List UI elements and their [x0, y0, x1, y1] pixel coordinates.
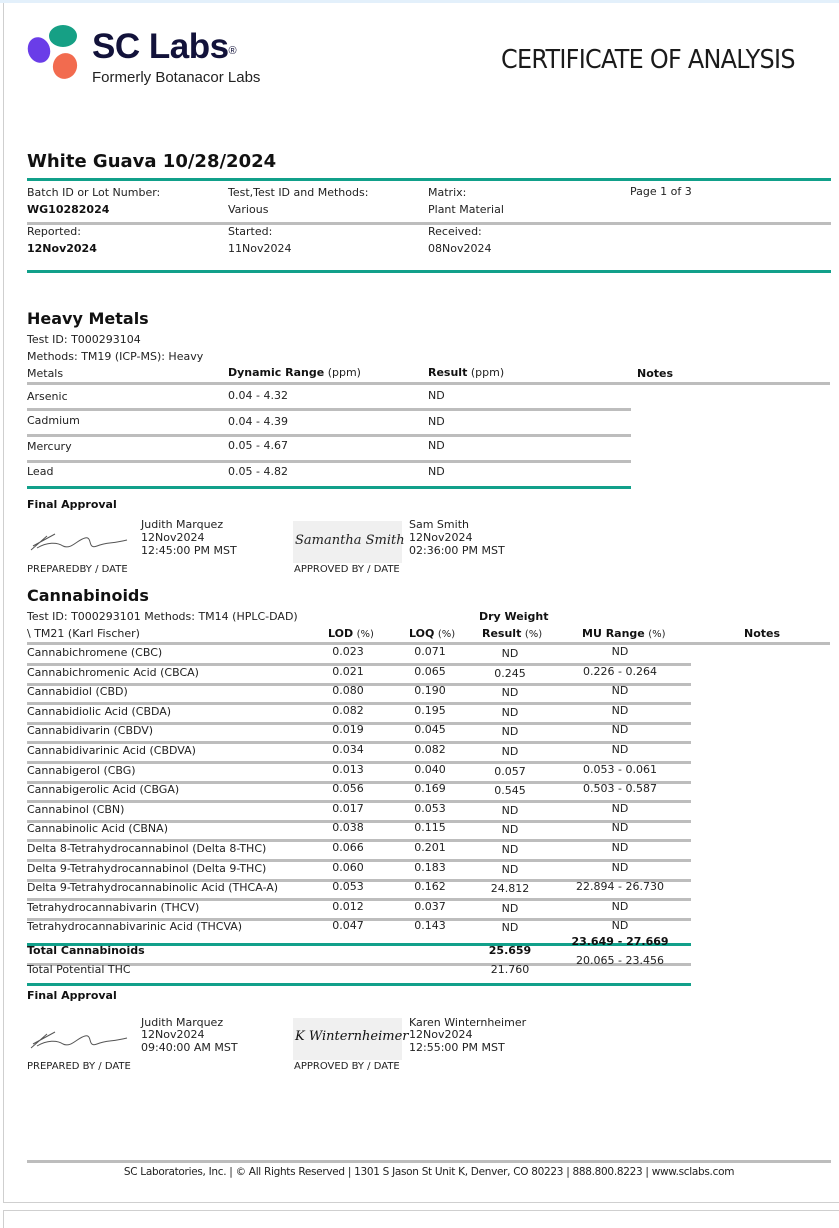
cannabinoid-loq: 0.045: [414, 723, 446, 736]
prepared-date: 12Nov2024: [141, 1028, 205, 1041]
approved-time: 12:55:00 PM MST: [409, 1041, 505, 1054]
approved-date: 12Nov2024: [409, 1028, 473, 1041]
cannabinoid-lod: 0.013: [332, 763, 364, 776]
cannabinoid-result: ND: [501, 745, 519, 758]
metal-range: 0.05 - 4.67: [228, 439, 288, 452]
col-header-notes: Notes: [744, 627, 781, 640]
cannabinoid-name: Tetrahydrocannabivarin (THCV): [27, 901, 200, 914]
cannabinoid-name: Tetrahydrocannabivarinic Acid (THCVA): [27, 920, 243, 933]
heavy-metals-methods: Methods: TM19 (ICP-MS): Heavy: [27, 350, 204, 363]
cannabinoid-loq: 0.053: [414, 802, 446, 815]
prepared-time: 12:45:00 PM MST: [141, 544, 237, 557]
prepared-label: PREPAREDBY / DATE: [27, 564, 128, 575]
prepared-time: 09:40:00 AM MST: [141, 1041, 238, 1054]
cannabinoid-mu: ND: [611, 802, 629, 815]
received-label: Received:: [428, 225, 482, 238]
col-header-mu-range: MU Range (%): [582, 627, 666, 640]
cannabinoid-loq: 0.143: [414, 919, 446, 932]
metal-range: 0.04 - 4.32: [228, 389, 288, 402]
cannabinoid-name: Delta 9-Tetrahydrocannabinol (Delta 9-THC): [27, 862, 267, 875]
approved-signature-text: K Winternheimer: [295, 1029, 409, 1044]
total-cannabinoids-mu: 23.649 - 27.669: [571, 935, 669, 948]
cannabinoid-lod: 0.053: [332, 880, 364, 893]
cannabinoid-result: ND: [501, 921, 519, 934]
cannabinoid-result: ND: [501, 804, 519, 817]
cannabinoid-name: Cannabinol (CBN): [27, 803, 125, 816]
cannabinoid-mu: ND: [611, 723, 629, 736]
divider: [27, 178, 831, 181]
heavy-metals-test-id: Test ID: T000293104: [27, 333, 141, 346]
cannabinoid-mu: ND: [611, 645, 629, 658]
cannabinoid-mu: 22.894 - 26.730: [576, 880, 664, 893]
cannabinoid-lod: 0.066: [332, 841, 364, 854]
started-label: Started:: [228, 225, 273, 238]
cannabinoid-lod: 0.038: [332, 821, 364, 834]
cannabinoid-mu: ND: [611, 743, 629, 756]
metal-range: 0.04 - 4.39: [228, 415, 288, 428]
cannabinoid-loq: 0.195: [414, 704, 446, 717]
approved-name: Sam Smith: [409, 518, 469, 531]
cannabinoid-name: Delta 9-Tetrahydrocannabinolic Acid (THCA-A): [27, 881, 279, 894]
metal-result: ND: [428, 465, 445, 478]
cannabinoid-mu: 0.053 - 0.061: [583, 763, 657, 776]
col-header-metals: Metals: [27, 367, 64, 380]
cannabinoid-loq: 0.065: [414, 665, 446, 678]
metal-range: 0.05 - 4.82: [228, 465, 288, 478]
batch-value: WG10282024: [27, 203, 110, 216]
metal-result: ND: [428, 415, 445, 428]
cannabinoid-lod: 0.023: [332, 645, 364, 658]
started-value: 11Nov2024: [228, 242, 292, 255]
received-value: 08Nov2024: [428, 242, 492, 255]
approved-signature-text: Samantha Smith: [295, 533, 405, 548]
cannabinoid-name: Cannabidivarinic Acid (CBDVA): [27, 744, 196, 757]
metal-name: Lead: [27, 465, 54, 478]
prepared-date: 12Nov2024: [141, 531, 205, 544]
prepared-label: PREPARED BY / DATE: [27, 1061, 131, 1072]
cannabinoid-loq: 0.082: [414, 743, 446, 756]
cannabinoid-result: 0.245: [494, 667, 526, 680]
cannabinoid-loq: 0.183: [414, 861, 446, 874]
cannabinoid-result: ND: [501, 902, 519, 915]
total-thc-mu: 20.065 - 23.456: [576, 954, 664, 967]
cannabinoid-lod: 0.080: [332, 684, 364, 697]
batch-label: Batch ID or Lot Number:: [27, 186, 161, 199]
prepared-name: Judith Marquez: [141, 1016, 224, 1029]
cannabinoid-loq: 0.040: [414, 763, 446, 776]
matrix-value: Plant Material: [428, 203, 504, 216]
cannabinoid-result: 0.545: [494, 784, 526, 797]
cannabinoid-lod: 0.021: [332, 665, 364, 678]
cannabinoid-result: ND: [501, 823, 519, 836]
cannabinoid-mu: ND: [611, 704, 629, 717]
divider: [27, 460, 631, 463]
cannabinoids-methods-cont: \ TM21 (Karl Fischer): [27, 627, 140, 640]
cannabinoid-mu: ND: [611, 821, 629, 834]
cannabinoid-lod: 0.056: [332, 782, 364, 795]
metal-result: ND: [428, 389, 445, 402]
prepared-name: Judith Marquez: [141, 518, 224, 531]
prepared-signature-icon: [27, 1026, 131, 1054]
cannabinoid-name: Cannabichromene (CBC): [27, 646, 163, 659]
reported-label: Reported:: [27, 225, 81, 238]
cannabinoid-name: Delta 8-Tetrahydrocannabinol (Delta 8-THC): [27, 842, 267, 855]
cannabinoid-name: Cannabinolic Acid (CBNA): [27, 822, 168, 835]
divider: [27, 486, 631, 489]
brand-tagline: Formerly Botanacor Labs: [92, 69, 261, 86]
next-page-edge: [3, 1210, 839, 1228]
divider: [27, 408, 631, 411]
test-value: Various: [228, 203, 269, 216]
metal-name: Cadmium: [27, 414, 80, 427]
footer-text: SC Laboratories, Inc. | © All Rights Reserved | 1301 S Jason St Unit K, Denver, CO 80223 | 888.800.8223 | www.sclabs.com: [123, 1166, 735, 1178]
cannabinoid-loq: 0.071: [414, 645, 446, 658]
approved-label: APPROVED BY / DATE: [294, 564, 400, 575]
cannabinoid-result: ND: [501, 706, 519, 719]
cannabinoid-mu: ND: [611, 861, 629, 874]
cannabinoid-result: ND: [501, 725, 519, 738]
approved-label: APPROVED BY / DATE: [294, 1061, 400, 1072]
col-header-loq: LOQ (%): [409, 627, 456, 640]
divider: [27, 983, 691, 986]
approved-signature: [293, 1018, 409, 1060]
cannabinoid-result: 24.812: [490, 882, 530, 895]
page-indicator: Page 1 of 3: [630, 185, 692, 198]
matrix-label: Matrix:: [428, 186, 467, 199]
sc-labs-logo: [27, 24, 267, 90]
approved-name: Karen Winternheimer: [409, 1016, 527, 1029]
approved-date: 12Nov2024: [409, 531, 473, 544]
cannabinoid-lod: 0.017: [332, 802, 364, 815]
reported-value: 12Nov2024: [27, 242, 97, 255]
final-approval-title: Final Approval: [27, 989, 117, 1002]
cannabinoid-mu: ND: [611, 900, 629, 913]
cannabinoid-mu: ND: [611, 684, 629, 697]
brand-name: SC Labs: [92, 27, 229, 66]
col-header-notes: Notes: [637, 367, 674, 380]
cannabinoid-result: 0.057: [494, 765, 526, 778]
document-title: CERTIFICATE OF ANALYSIS: [501, 45, 795, 75]
approved-signature: [293, 521, 405, 563]
cannabinoid-name: Cannabidiolic Acid (CBDA): [27, 705, 172, 718]
col-header-lod: LOD (%): [328, 627, 374, 640]
cannabinoid-lod: 0.082: [332, 704, 364, 717]
total-thc-result: 21.760: [490, 963, 530, 976]
col-header-result: Result (ppm): [428, 366, 505, 379]
col-header-dry-weight: Dry Weight: [479, 610, 549, 623]
cannabinoid-result: ND: [501, 686, 519, 699]
cannabinoids-test-line: Test ID: T000293101 Methods: TM14 (HPLC-DAD): [27, 610, 298, 623]
approved-time: 02:36:00 PM MST: [409, 544, 505, 557]
divider: [27, 434, 631, 437]
total-cannabinoids-result: 25.659: [488, 944, 532, 957]
registered-mark: ®: [228, 45, 237, 57]
cannabinoid-mu: 0.503 - 0.587: [583, 782, 657, 795]
cannabinoid-result: ND: [501, 843, 519, 856]
cannabinoid-name: Cannabigerolic Acid (CBGA): [27, 783, 180, 796]
sample-title: White Guava 10/28/2024: [27, 151, 277, 172]
cannabinoid-loq: 0.115: [414, 821, 446, 834]
cannabinoid-name: Cannabichromenic Acid (CBCA): [27, 666, 199, 679]
cannabinoid-loq: 0.037: [414, 900, 446, 913]
cannabinoid-name: Cannabidiol (CBD): [27, 685, 128, 698]
total-cannabinoids-label: Total Cannabinoids: [27, 944, 145, 957]
cannabinoid-loq: 0.190: [414, 684, 446, 697]
cannabinoid-loq: 0.162: [414, 880, 446, 893]
prepared-signature-icon: [27, 528, 131, 556]
total-thc-label: Total Potential THC: [27, 963, 131, 976]
cannabinoid-lod: 0.019: [332, 723, 364, 736]
cannabinoid-loq: 0.201: [414, 841, 446, 854]
cannabinoid-name: Cannabidivarin (CBDV): [27, 724, 154, 737]
metal-name: Arsenic: [27, 390, 68, 403]
metal-name: Mercury: [27, 440, 72, 453]
cannabinoid-lod: 0.047: [332, 919, 364, 932]
cannabinoid-result: ND: [501, 863, 519, 876]
cannabinoid-lod: 0.034: [332, 743, 364, 756]
cannabinoid-mu: ND: [611, 841, 629, 854]
cannabinoid-mu: 0.226 - 0.264: [583, 665, 657, 678]
logo-mark-icon: [27, 24, 79, 80]
cannabinoid-name: Cannabigerol (CBG): [27, 764, 136, 777]
col-header-dynamic-range: Dynamic Range (ppm): [228, 366, 361, 379]
col-header-result: Result (%): [482, 627, 543, 640]
cannabinoid-loq: 0.169: [414, 782, 446, 795]
cannabinoids-title: Cannabinoids: [27, 586, 149, 605]
final-approval-title: Final Approval: [27, 498, 117, 511]
metal-result: ND: [428, 439, 445, 452]
cannabinoid-lod: 0.012: [332, 900, 364, 913]
cannabinoid-result: ND: [501, 647, 519, 660]
divider: [27, 270, 831, 273]
cannabinoid-mu: ND: [611, 919, 629, 932]
cannabinoid-lod: 0.060: [332, 861, 364, 874]
divider: [27, 382, 830, 385]
test-label: Test,Test ID and Methods:: [228, 186, 369, 199]
footer-divider: [27, 1160, 831, 1163]
heavy-metals-title: Heavy Metals: [27, 309, 149, 328]
